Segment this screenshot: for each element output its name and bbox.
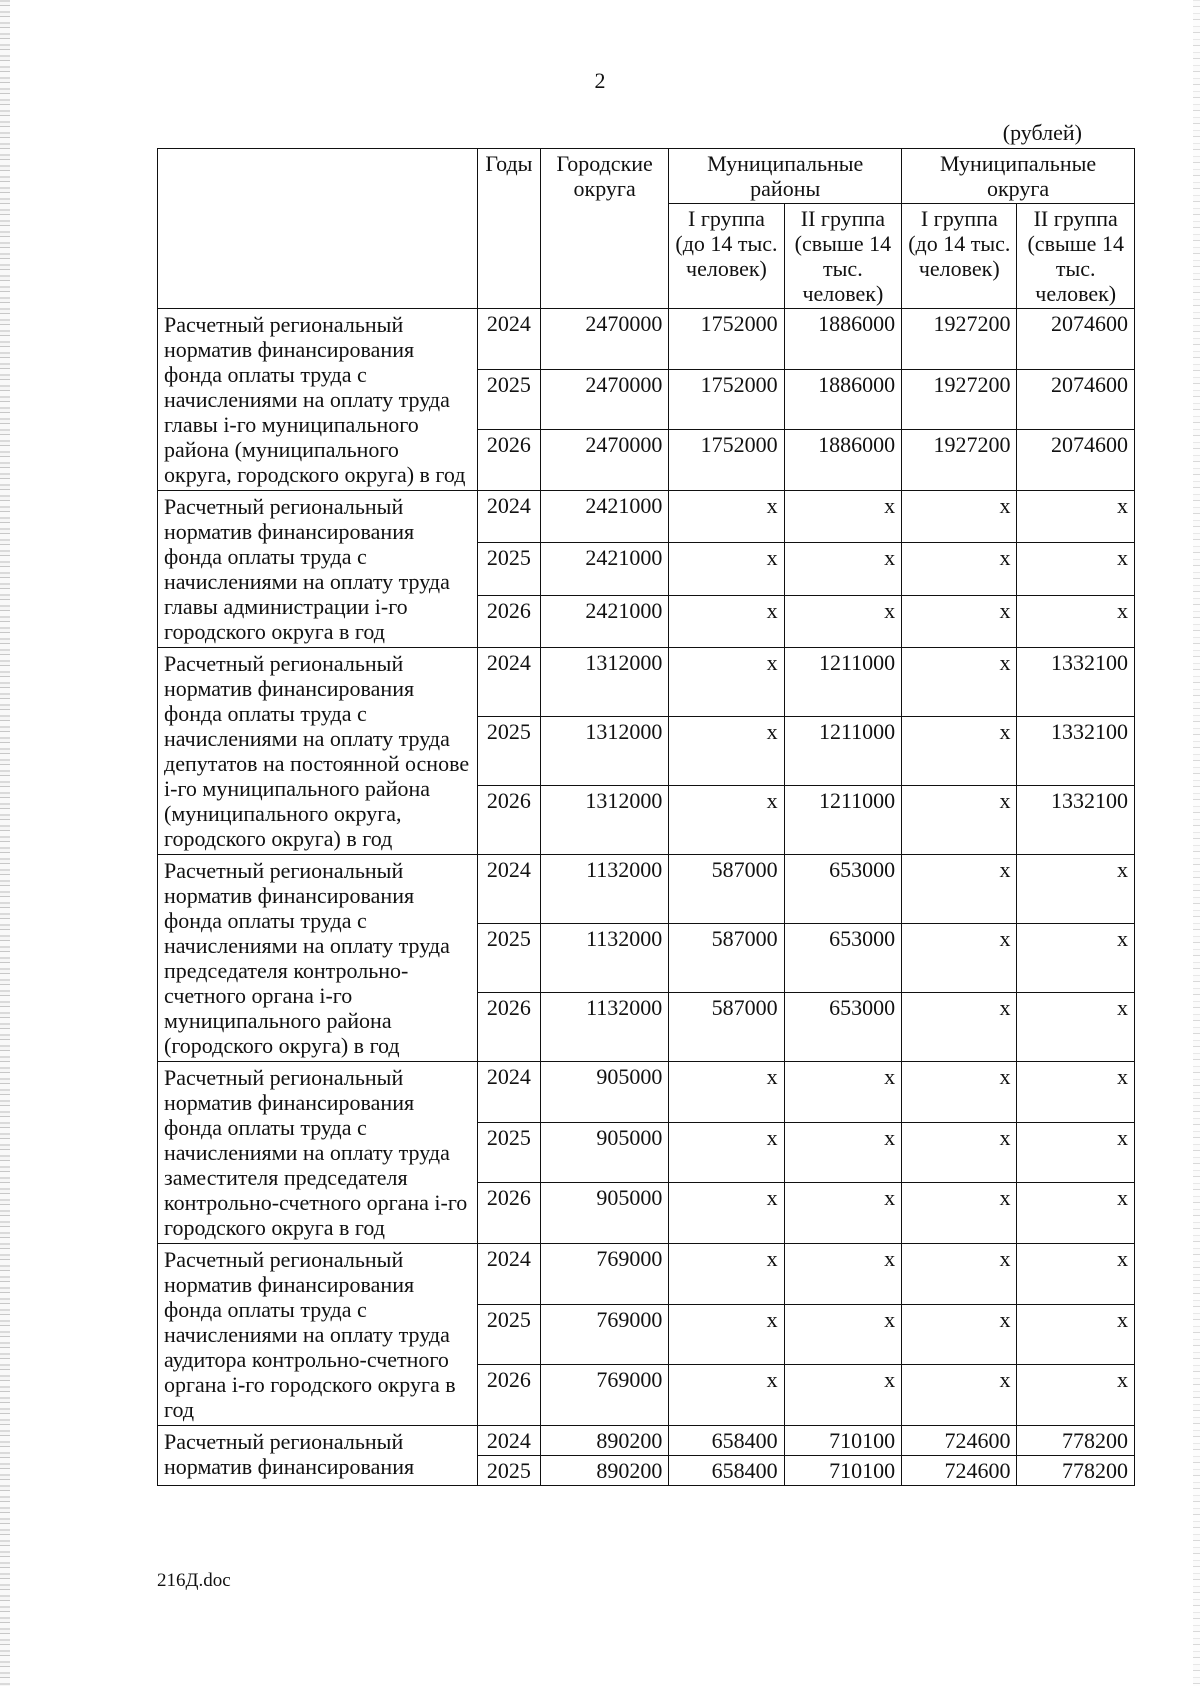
- year-cell: 2026: [477, 595, 540, 647]
- value-cell-city: 1312000: [540, 717, 668, 786]
- value-cell-city: 769000: [540, 1244, 668, 1305]
- footer-filename: 216Д.doc: [157, 1570, 231, 1591]
- value-cell-d1: x: [669, 648, 784, 717]
- value-cell-city: 905000: [540, 1183, 668, 1244]
- header-municipal-okrugs: Муниципальные округа: [902, 149, 1135, 204]
- year-cell: 2025: [477, 717, 540, 786]
- norm-description: Расчетный региональный норматив финансирования фонда оплаты труда с начислениями на оплату труда главы i-го муниципального района (муниципального округа, городского округа) в год: [158, 309, 478, 491]
- units-label: (рублей): [1002, 120, 1082, 145]
- value-cell-d1: x: [669, 1062, 784, 1123]
- year-cell: 2026: [477, 1183, 540, 1244]
- value-cell-o2: x: [1017, 543, 1135, 595]
- value-cell-d2: x: [784, 595, 902, 647]
- year-cell: 2026: [477, 993, 540, 1062]
- value-cell-o1: x: [902, 1304, 1017, 1365]
- year-cell: 2024: [477, 491, 540, 543]
- table-row: [158, 1244, 1135, 1305]
- year-cell: 2026: [477, 1365, 540, 1426]
- value-cell-city: 769000: [540, 1365, 668, 1426]
- value-cell-d2: 1211000: [784, 717, 902, 786]
- value-cell-d2: 1886000: [784, 430, 902, 491]
- value-cell-o2: 778200: [1017, 1456, 1135, 1486]
- value-cell-o2: x: [1017, 855, 1135, 924]
- value-cell-d2: 653000: [784, 924, 902, 993]
- value-cell-city: 1132000: [540, 855, 668, 924]
- value-cell-o2: x: [1017, 491, 1135, 543]
- value-cell-o2: x: [1017, 595, 1135, 647]
- value-cell-o2: x: [1017, 1183, 1135, 1244]
- value-cell-city: 2470000: [540, 369, 668, 430]
- value-cell-o1: 1927200: [902, 369, 1017, 430]
- value-cell-o2: 778200: [1017, 1426, 1135, 1456]
- value-cell-d1: x: [669, 543, 784, 595]
- value-cell-d2: 1886000: [784, 309, 902, 370]
- value-cell-d2: x: [784, 1062, 902, 1123]
- value-cell-city: 905000: [540, 1122, 668, 1183]
- value-cell-o1: x: [902, 717, 1017, 786]
- year-cell: 2024: [477, 855, 540, 924]
- value-cell-d2: x: [784, 1122, 902, 1183]
- value-cell-o2: x: [1017, 1365, 1135, 1426]
- norm-description: Расчетный региональный норматив финансирования фонда оплаты труда с начислениями на оплату труда депутатов на постоянной основе i-го муниципального района (муниципального округа, городского округа) в год: [158, 648, 478, 855]
- value-cell-city: 1312000: [540, 648, 668, 717]
- norm-description: Расчетный региональный норматив финансирования: [158, 1426, 478, 1486]
- value-cell-city: 1312000: [540, 786, 668, 855]
- year-cell: 2024: [477, 1426, 540, 1456]
- value-cell-d2: 1211000: [784, 648, 902, 717]
- value-cell-city: 769000: [540, 1304, 668, 1365]
- value-cell-o1: x: [902, 1365, 1017, 1426]
- value-cell-city: 905000: [540, 1062, 668, 1123]
- value-cell-o2: x: [1017, 1304, 1135, 1365]
- value-cell-d2: x: [784, 1304, 902, 1365]
- value-cell-o2: 2074600: [1017, 430, 1135, 491]
- year-cell: 2024: [477, 648, 540, 717]
- value-cell-city: 2470000: [540, 430, 668, 491]
- value-cell-d1: 587000: [669, 993, 784, 1062]
- header-okrugs-group-1: I группа (до 14 тыс. человек): [902, 204, 1017, 309]
- value-cell-o1: 1927200: [902, 430, 1017, 491]
- value-cell-d1: x: [669, 717, 784, 786]
- year-cell: 2025: [477, 924, 540, 993]
- value-cell-o1: x: [902, 924, 1017, 993]
- value-cell-o1: x: [902, 1244, 1017, 1305]
- value-cell-d1: x: [669, 491, 784, 543]
- value-cell-o1: 724600: [902, 1456, 1017, 1486]
- norms-table: [157, 148, 1135, 1486]
- value-cell-o2: 1332100: [1017, 717, 1135, 786]
- value-cell-d1: 658400: [669, 1456, 784, 1486]
- year-cell: 2025: [477, 543, 540, 595]
- value-cell-o1: 724600: [902, 1426, 1017, 1456]
- value-cell-o1: x: [902, 543, 1017, 595]
- table-row: [158, 855, 1135, 924]
- value-cell-d2: 1211000: [784, 786, 902, 855]
- value-cell-city: 2421000: [540, 543, 668, 595]
- value-cell-d1: x: [669, 595, 784, 647]
- value-cell-o1: x: [902, 786, 1017, 855]
- scan-edge-left: [0, 0, 10, 1686]
- year-cell: 2024: [477, 1062, 540, 1123]
- value-cell-city: 890200: [540, 1456, 668, 1486]
- value-cell-o2: 1332100: [1017, 786, 1135, 855]
- value-cell-o1: x: [902, 595, 1017, 647]
- table-row: [158, 1062, 1135, 1123]
- value-cell-d2: x: [784, 1183, 902, 1244]
- header-empty-cell: [158, 149, 478, 309]
- value-cell-o1: x: [902, 648, 1017, 717]
- scan-edge-right: [1193, 0, 1200, 1686]
- value-cell-d1: 658400: [669, 1426, 784, 1456]
- year-cell: 2024: [477, 1244, 540, 1305]
- value-cell-o2: x: [1017, 993, 1135, 1062]
- norm-description: Расчетный региональный норматив финансирования фонда оплаты труда с начислениями на оплату труда главы администрации i-го городского округа в год: [158, 491, 478, 648]
- value-cell-d2: x: [784, 1365, 902, 1426]
- value-cell-d2: 653000: [784, 993, 902, 1062]
- value-cell-o2: x: [1017, 1062, 1135, 1123]
- year-cell: 2025: [477, 1122, 540, 1183]
- header-districts-group-1: I группа (до 14 тыс. человек): [669, 204, 784, 309]
- value-cell-d1: x: [669, 1244, 784, 1305]
- value-cell-d1: x: [669, 786, 784, 855]
- value-cell-o1: x: [902, 1122, 1017, 1183]
- value-cell-city: 2470000: [540, 309, 668, 370]
- header-years: Годы: [477, 149, 540, 309]
- year-cell: 2026: [477, 786, 540, 855]
- value-cell-o2: x: [1017, 1122, 1135, 1183]
- value-cell-o1: 1927200: [902, 309, 1017, 370]
- value-cell-d1: 1752000: [669, 309, 784, 370]
- value-cell-o1: x: [902, 993, 1017, 1062]
- value-cell-o2: 1332100: [1017, 648, 1135, 717]
- norm-description: Расчетный региональный норматив финансирования фонда оплаты труда с начислениями на оплату труда заместителя председателя контрольно-счетного органа i-го городского округа в год: [158, 1062, 478, 1244]
- value-cell-d1: 1752000: [669, 430, 784, 491]
- value-cell-city: 2421000: [540, 595, 668, 647]
- value-cell-o1: x: [902, 855, 1017, 924]
- value-cell-o2: x: [1017, 1244, 1135, 1305]
- value-cell-o1: x: [902, 491, 1017, 543]
- value-cell-d1: x: [669, 1183, 784, 1244]
- value-cell-d2: x: [784, 543, 902, 595]
- year-cell: 2025: [477, 369, 540, 430]
- value-cell-d1: 1752000: [669, 369, 784, 430]
- header-okrugs-group-2: II группа (свыше 14 тыс. человек): [1017, 204, 1135, 309]
- table-row: [158, 648, 1135, 717]
- table-body: [158, 309, 1135, 1486]
- norm-description: Расчетный региональный норматив финансирования фонда оплаты труда с начислениями на оплату труда председателя контрольно-счетного органа i-го муниципального района (городского округа) в год: [158, 855, 478, 1062]
- value-cell-city: 2421000: [540, 491, 668, 543]
- value-cell-d2: x: [784, 1244, 902, 1305]
- year-cell: 2025: [477, 1456, 540, 1486]
- norm-description: Расчетный региональный норматив финансирования фонда оплаты труда с начислениями на оплату труда аудитора контрольно-счетного органа i-го городского округа в год: [158, 1244, 478, 1426]
- value-cell-o2: x: [1017, 924, 1135, 993]
- value-cell-d2: 710100: [784, 1456, 902, 1486]
- value-cell-d1: x: [669, 1304, 784, 1365]
- value-cell-d2: x: [784, 491, 902, 543]
- table-row: [158, 1426, 1135, 1456]
- value-cell-d1: x: [669, 1122, 784, 1183]
- value-cell-o1: x: [902, 1183, 1017, 1244]
- header-city-okrugs: Городские округа: [540, 149, 668, 309]
- value-cell-city: 890200: [540, 1426, 668, 1456]
- value-cell-d1: 587000: [669, 855, 784, 924]
- value-cell-d2: 1886000: [784, 369, 902, 430]
- value-cell-d1: 587000: [669, 924, 784, 993]
- table-row: [158, 309, 1135, 370]
- header-districts-group-2: II группа (свыше 14 тыс. человек): [784, 204, 902, 309]
- value-cell-city: 1132000: [540, 924, 668, 993]
- page-number: 2: [594, 68, 606, 93]
- value-cell-city: 1132000: [540, 993, 668, 1062]
- header-municipal-districts: Муниципальные районы: [669, 149, 902, 204]
- year-cell: 2026: [477, 430, 540, 491]
- value-cell-o2: 2074600: [1017, 369, 1135, 430]
- value-cell-d1: x: [669, 1365, 784, 1426]
- value-cell-o2: 2074600: [1017, 309, 1135, 370]
- year-cell: 2025: [477, 1304, 540, 1365]
- value-cell-o1: x: [902, 1062, 1017, 1123]
- year-cell: 2024: [477, 309, 540, 370]
- table-row: [158, 491, 1135, 543]
- value-cell-d2: 653000: [784, 855, 902, 924]
- value-cell-d2: 710100: [784, 1426, 902, 1456]
